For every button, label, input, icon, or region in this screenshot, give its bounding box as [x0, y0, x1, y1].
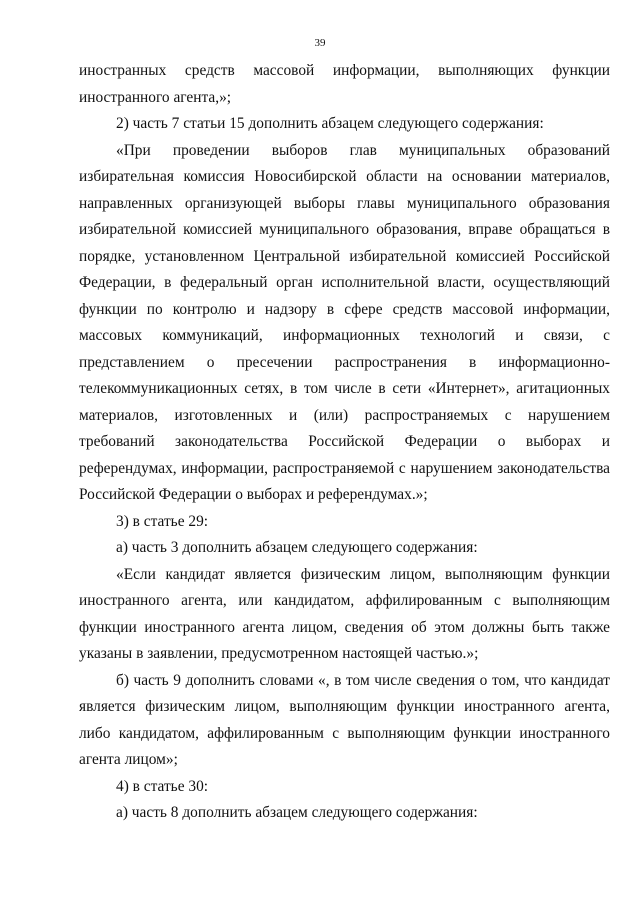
page-number: 39 — [314, 37, 326, 49]
paragraph-item-3: 3) в статье 29: — [116, 512, 209, 530]
paragraph-item-2: 2) часть 7 статьи 15 дополнить абзацем следующего содержания: — [116, 115, 544, 132]
paragraph-quoted-candidate: «Если кандидат является физическим лицом, выполняющим функции иностранного агента, или кандидатом, аффилированным с выполняющим функции иностранного агента лицом, сведения об этом должны быть также указаны в заявлении, предусмотренном настоящей частью.»; — [79, 565, 610, 662]
paragraph-subitem-a: а) часть 3 дополнить абзацем следующего содержания: — [116, 539, 478, 556]
paragraph-quoted-amendment: «При проведении выборов глав муниципальных образований избирательная комиссия Новосибирской области на основании материалов, направленных организующей выборы главы муниципального образования избирательной комиссией муниципального образования, вправе обращаться в порядке, установленном Центральной избирательной комиссией Российской Федерации, в федеральный орган исполнительной власти, осуществляющий функции по контролю и надзору в сфере средств массовой информации, массовых коммуникаций, информационных технологий и связи, с представлением о пресечении распространения в информационно-телекоммуникационных сетях, в том числе в сети «Интернет», агитационных материалов, изготовленных и (или) распространяемых с нарушением требований законодательства Российской Федерации о выборах и референдумах, информации, распространяемой с нарушением законодательства Российской Федерации о выборах и референдумах.»; — [79, 141, 610, 503]
paragraph-continuation: иностранных средств массовой информации, выполняющих функции иностранного агента,»; — [79, 62, 610, 106]
paragraph-item-4: 4) в статье 30: — [116, 777, 209, 795]
paragraph-subitem-a-part-8: а) часть 8 дополнить абзацем следующего содержания: — [116, 804, 478, 821]
document-body — [79, 58, 610, 827]
paragraph-subitem-b: б) часть 9 дополнить словами «, в том числе сведения о том, что кандидат является физическим лицом, выполняющим функции иностранного агента, либо кандидатом, аффилированным с выполняющим функции иностранного агента лицом»; — [79, 671, 610, 768]
